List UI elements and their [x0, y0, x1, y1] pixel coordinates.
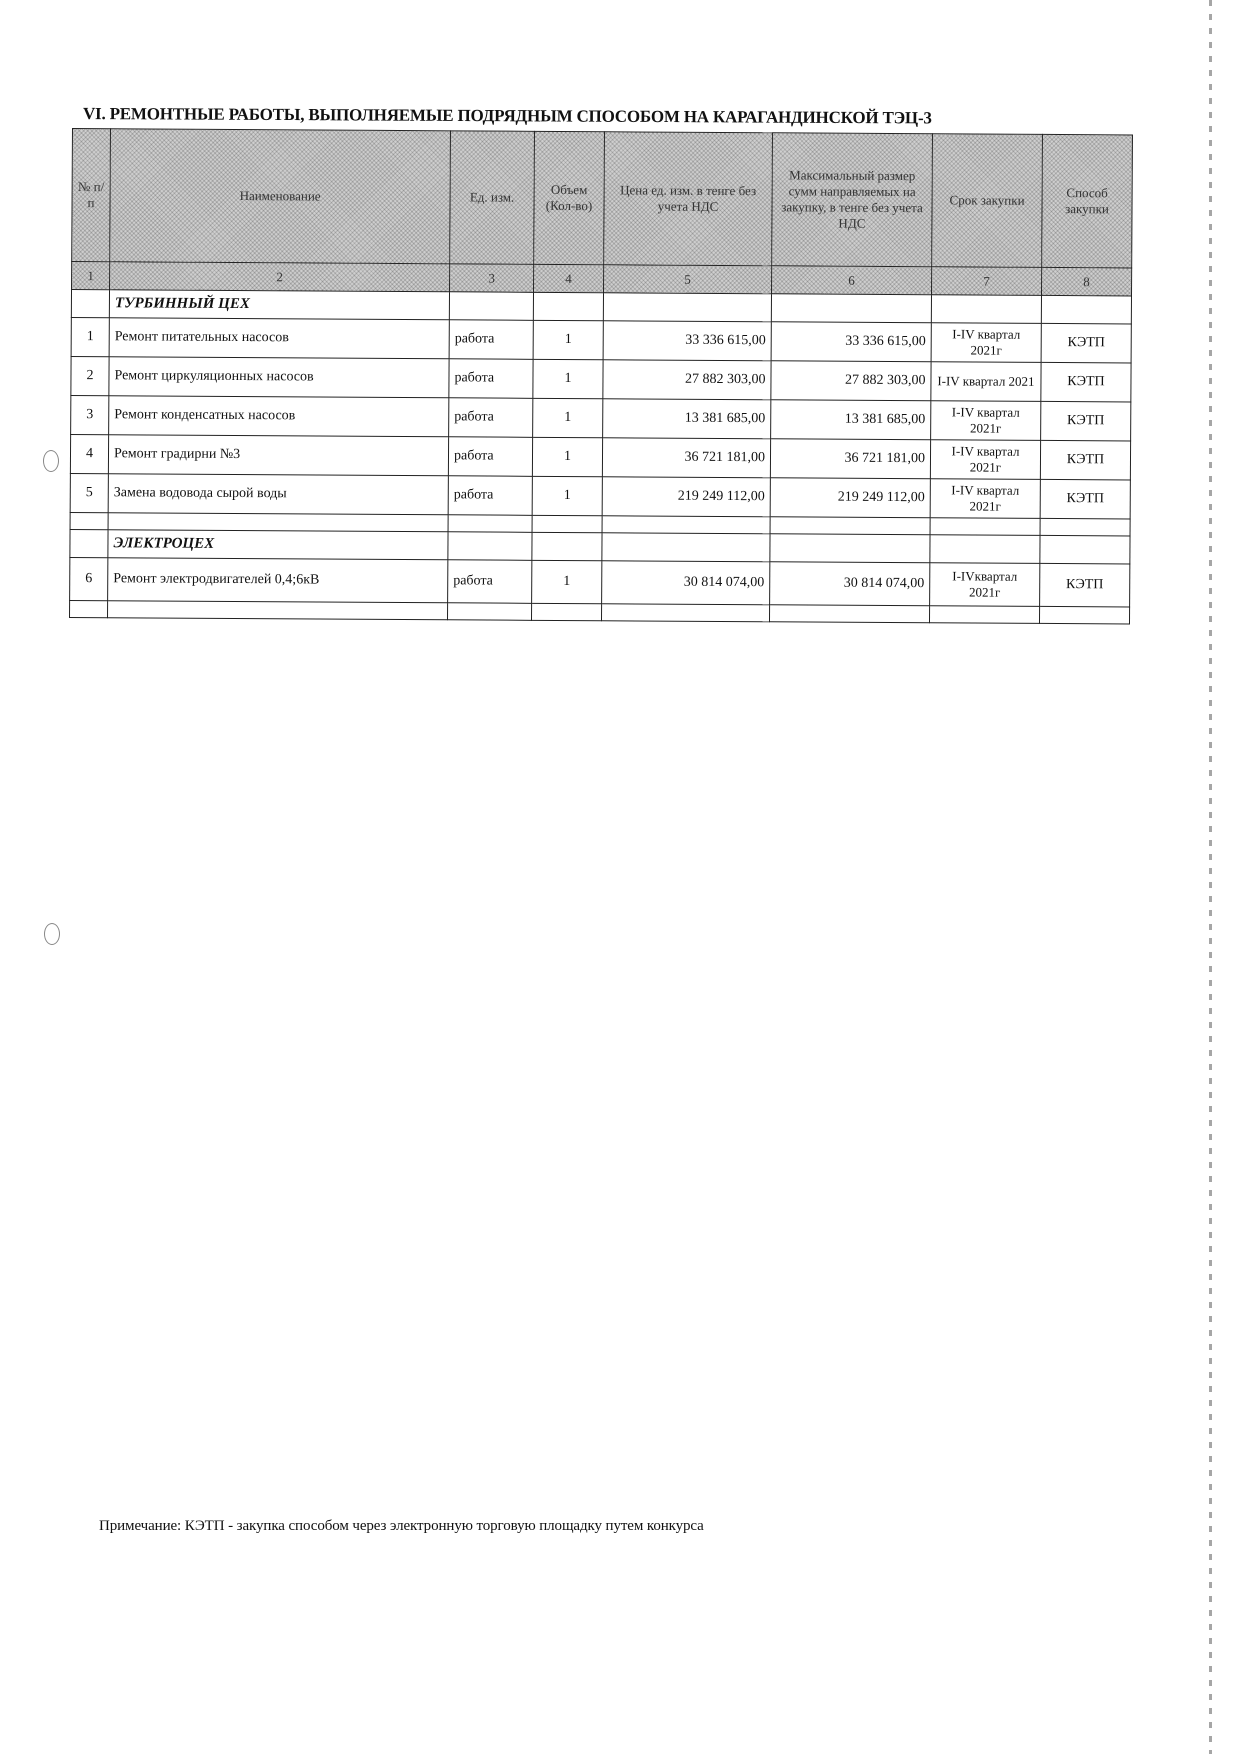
- punch-hole-mark: [43, 450, 59, 472]
- footnote: Примечание: КЭТП - закупка способом через электронную торговую площадку путем конкурса: [99, 1518, 704, 1534]
- row-qty: 1: [533, 398, 603, 437]
- row-method: КЭТП: [1040, 563, 1130, 607]
- header-name: Наименование: [110, 129, 451, 264]
- row-term: I-IV квартал 2021г: [930, 440, 1040, 480]
- row-unit: работа: [449, 398, 533, 438]
- row-unit: работа: [448, 560, 532, 604]
- row-num: 1: [71, 317, 109, 356]
- row-term: I-IV квартал 2021г: [931, 401, 1041, 441]
- row-total: 36 721 181,00: [770, 439, 930, 479]
- row-num: 4: [70, 434, 108, 473]
- row-unit: работа: [448, 476, 532, 516]
- row-price: 33 336 615,00: [603, 321, 771, 361]
- table-row: [70, 434, 1130, 479]
- row-method: КЭТП: [1041, 362, 1131, 402]
- table-row: [71, 395, 1131, 440]
- section-title: ЭЛЕКТРОЦЕХ: [108, 530, 448, 560]
- column-number: 5: [604, 265, 772, 294]
- column-number: 4: [534, 264, 604, 292]
- column-number: 8: [1041, 267, 1131, 296]
- row-qty: 1: [533, 359, 603, 398]
- column-number: 2: [110, 262, 450, 292]
- row-method: КЭТП: [1040, 440, 1130, 480]
- row-price: 30 814 074,00: [602, 561, 770, 605]
- row-num: 2: [71, 356, 109, 395]
- punch-hole-mark: [44, 923, 60, 945]
- row-name: Ремонт электродвигателей 0,4;6кВ: [108, 558, 448, 603]
- repair-works-table-wrap: [69, 128, 1132, 624]
- row-qty: 1: [532, 560, 602, 603]
- row-term: I-IVквартал 2021г: [930, 563, 1040, 607]
- column-number: 7: [931, 267, 1041, 296]
- row-method: КЭТП: [1041, 401, 1131, 441]
- scan-edge-artifact: [1209, 0, 1212, 1754]
- row-method: КЭТП: [1040, 479, 1130, 519]
- table-row: [70, 557, 1130, 606]
- row-name: Ремонт градирни №3: [108, 435, 448, 476]
- section-title: ТУРБИННЫЙ ЦЕХ: [109, 290, 449, 320]
- row-price: 36 721 181,00: [602, 438, 770, 478]
- column-number: 1: [72, 262, 110, 290]
- row-unit: работа: [448, 437, 532, 477]
- repair-works-table: [69, 128, 1133, 624]
- row-unit: работа: [449, 320, 533, 360]
- header-total: Максимальный размер сумм направляемых на закупку, в тенге без учета НДС: [772, 133, 933, 267]
- row-num: 6: [70, 557, 108, 600]
- row-term: I-IV квартал 2021г: [931, 323, 1041, 363]
- column-number: 6: [772, 266, 932, 295]
- header-row: [72, 129, 1133, 268]
- row-term: I-IV квартал 2021: [931, 362, 1041, 402]
- row-qty: 1: [533, 320, 603, 359]
- header-method: Способ закупки: [1042, 134, 1133, 268]
- row-name: Ремонт питательных насосов: [109, 318, 449, 359]
- row-qty: 1: [532, 476, 602, 515]
- table-row: [71, 356, 1131, 401]
- row-total: 33 336 615,00: [771, 322, 931, 362]
- header-num: № п/п: [72, 129, 111, 262]
- row-price: 13 381 685,00: [603, 399, 771, 439]
- row-name: Ремонт циркуляционных насосов: [109, 357, 449, 398]
- row-price: 219 249 112,00: [602, 477, 770, 517]
- row-name: Ремонт конденсатных насосов: [109, 396, 449, 437]
- row-price: 27 882 303,00: [603, 360, 771, 400]
- row-num: 5: [70, 473, 108, 512]
- row-num: 3: [71, 395, 109, 434]
- row-qty: 1: [532, 437, 602, 476]
- row-unit: работа: [449, 359, 533, 399]
- row-total: 27 882 303,00: [771, 361, 931, 401]
- row-term: I-IV квартал 2021г: [930, 479, 1040, 519]
- header-qty: Объем (Кол-во): [534, 131, 605, 264]
- row-method: КЭТП: [1041, 323, 1131, 363]
- header-unit: Ед. изм.: [450, 131, 535, 265]
- row-total: 13 381 685,00: [771, 400, 931, 440]
- column-number: 3: [450, 264, 534, 293]
- table-row: [70, 473, 1130, 518]
- row-name: Замена водовода сырой воды: [108, 474, 448, 515]
- page-title: VI. РЕМОНТНЫЕ РАБОТЫ, ВЫПОЛНЯЕМЫЕ ПОДРЯДНЫМ СПОСОБОМ НА КАРАГАНДИНСКОЙ ТЭЦ-3: [82, 104, 932, 128]
- table-row: [71, 317, 1131, 362]
- header-term: Срок закупки: [932, 134, 1043, 268]
- row-total: 30 814 074,00: [770, 562, 930, 606]
- header-price: Цена ед. изм. в тенге без учета НДС: [604, 132, 773, 266]
- row-total: 219 249 112,00: [770, 478, 930, 518]
